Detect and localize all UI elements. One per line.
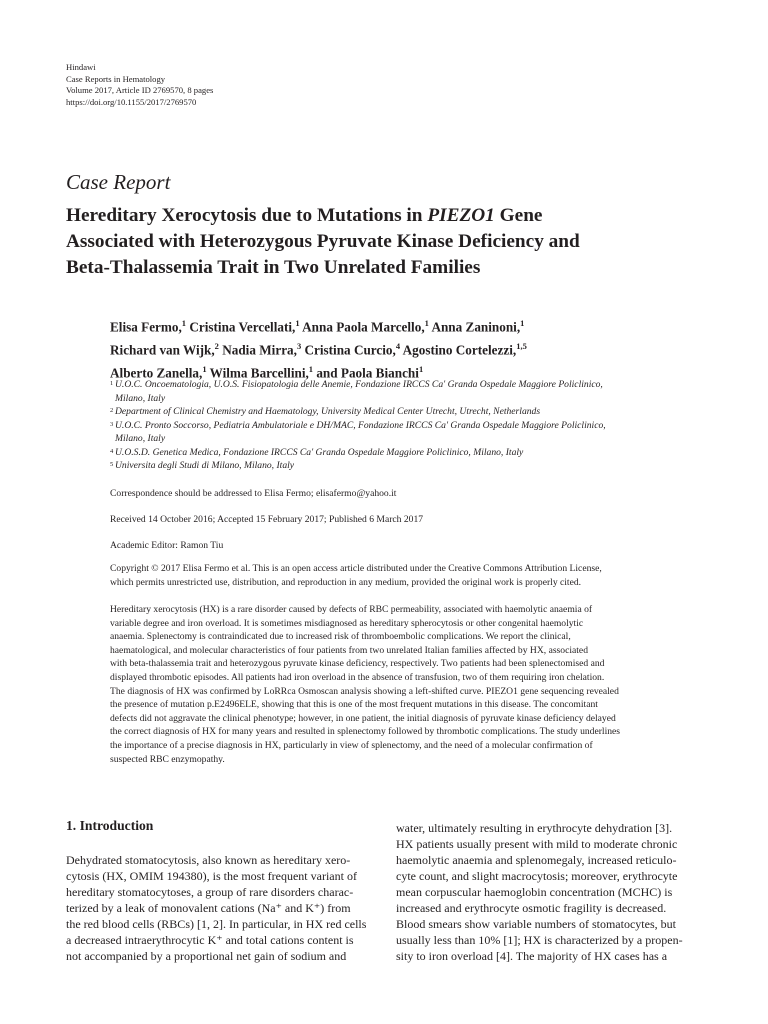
author-name: Richard van Wijk, [110,342,215,358]
volume-info: Volume 2017, Article ID 2769570, 8 pages [66,85,214,96]
affiliation-1: 1 U.O.C. Oncoematologia, U.O.S. Fisiopatologia delle Anemie, Fondazione IRCCS Ca' Granda Ospedale Maggiore Policlinico, [110,379,603,390]
publication-dates: Received 14 October 2016; Accepted 15 February 2017; Published 6 March 2017 [110,514,424,525]
doi-link[interactable]: https://doi.org/10.1155/2017/2769570 [66,96,197,107]
title-line-2: Associated with Heterozygous Pyruvate Kinase Deficiency and [66,231,580,252]
journal-header [66,62,213,108]
section-heading: 1. Introduction [66,818,154,833]
abstract: Hereditary xerocytosis (HX) is a rare disorder caused by defects of RBC permeability, associated with haemolytic anaemia of variable degree and iron overload. It is sometimes misdiagnosed as hereditary spherocytosis or other congenital haemolytic anaemia. Splenectomy is contraindicated due to increased risk of thromboembolic complications. We report the clinical, haematological, and molecular characteristics of four patients from two unrelated Italian families affected by HX, associated with beta-thalassemia trait and heterozygous pyruvate kinase deficiency, respectively. Two patients had been splenectomised and displayed thrombotic episodes. All patients had iron overload in the absence of transfusion, two of them requiring iron chelation. The diagnosis of HX was confirmed by LoRRca Osmoscan analysis showing a left-shifted curve. PIEZO1 gene sequencing revealed the presence of mutation p.E2496ELE, showing that this is one of the most frequent mutations in this disease. The concomitant defects did not aggravate the clinical phenotype; however, in one patient, the initial diagnosis of pyruvate kinase deficiency delayed the correct diagnosis of HX for many years and resulted in splenectomy followed by thrombotic complications. The study underlines the importance of a precise diagnosis in HX, particularly in view of splenectomy, and the need of a molecular confirmation of suspected RBC enzymopathy. [110,604,621,765]
article-title [66,203,716,281]
author-name: and Paola Bianchi [316,365,419,381]
author-name: Elisa Fermo, [110,319,182,335]
author-name: Agostino Cortelezzi, [402,342,517,358]
academic-editor: Academic Editor: Ramon Tiu [110,540,224,551]
author-name: Alberto Zanella, [110,365,203,381]
affiliation-5: 5 Universita degli Studi di Milano, Milano, Italy [110,460,295,471]
publisher-name: Hindawi [66,62,96,72]
affiliation-4: 4 U.O.S.D. Genetica Medica, Fondazione IRCCS Ca' Granda Ospedale Maggiore Policlinico, Milano, Italy [110,446,524,458]
author-name: Cristina Vercellati, [189,319,296,335]
body-column-left: Dehydrated stomatocytosis, also known as hereditary xero- cytosis (HX, OMIM 194380), is the most frequent variant of hereditary stomatocytoses, a group of rare disorders charac- terized by a leak of monovalent cations (Na⁺ and K⁺) from the red blood cells (RBCs) [1, 2]. In particular, in HX red cells a decreased intraerythrocytic K⁺ and total cations content is not accompanied by a proportional net gain of sodium and [66,853,367,963]
author-name: Nadia Mirra, [222,342,297,358]
copyright-notice: Copyright © 2017 Elisa Fermo et al. This is an open access article distributed under the Creative Commons Attribution License, which permits unrestricted use, distribution, and reproduction in any medium, provided the original work is properly cited. [110,563,602,588]
title-line-3: Beta-Thalassemia Trait in Two Unrelated Families [66,257,481,278]
author-name: Wilma Barcellini, [209,365,309,381]
affiliation-3: 3 U.O.C. Pronto Soccorso, Pediatria Ambulatoriale e DH/MAC, Fondazione IRCCS Ca' Granda Ospedale Maggiore Policlinico, [110,419,606,431]
affiliation-2: 2 Department of Clinical Chemistry and Haematology, University Medical Center Utrecht, Utrecht, Netherlands [110,406,541,417]
correspondence: Correspondence should be addressed to Elisa Fermo; elisafermo@yahoo.it [110,488,397,499]
journal-name: Case Reports in Hematology [66,73,166,84]
author-name: Anna Zaninoni, [431,319,521,335]
affiliations: 1 U.O.C. Oncoematologia, U.O.S. Fisiopatologia delle Anemie, Fondazione IRCCS Ca' Granda Ospedale Maggiore Policlinico, Milano, Italy 2 Department of Clinical Chemistry and Haematology, University Medical Center Utrecht, Utrecht, Netherlands 3 U.O.C. Pronto Soccorso, Pediatria Ambulatoriale e DH/MAC, Fondazione IRCCS Ca' Granda Ospedale Maggiore Policlinico, Milano, Italy 4 U.O.S.D. Genetica Medica, Fondazione IRCCS Ca' Granda Ospedale Maggiore Policlinico, Milano, Italy 5 Universita degli Studi di Milano, Milano, Italy [110,378,670,473]
author-name: Cristina Curcio, [304,342,396,358]
body-column-right: water, ultimately resulting in erythrocyte dehydration [3]. HX patients usually present with mild to moderate chronic haemolytic anaemia and splenomegaly, increased reticulo- cyte count, and slight macrocytosis; moreover, erythrocyte mean corpuscular haemoglobin concentration (MCHC) is increased and erythrocyte osmotic fragility is decreased. Blood smears show variable numbers of stomatocytes, but usually less than 10% [1]; HX is characterized by a propen- sity to iron overload [4]. The majority of HX cases has a [396,821,683,963]
author-name: Anna Paola Marcello, [302,319,425,335]
article-type: Case Report [66,170,171,194]
author-list: Elisa Fermo,$^1$ Cristina Vercellati,$^1$ Anna Paola Marcello,$^1$ Anna Zaninoni,$^1$ Richard van Wijk,$^2$ Nadia Mirra,$^3$ Cristina Curcio,$^4$ Agostino Cortelezzi,$^{1,5}$ Alberto Zanella,$^1$ Wilma Barcellini,$^1$ and Paola Bianchi$^1$ [110,318,527,381]
title-line-1: Hereditary Xerocytosis due to Mutations in PIEZO1 Gene [66,205,543,226]
